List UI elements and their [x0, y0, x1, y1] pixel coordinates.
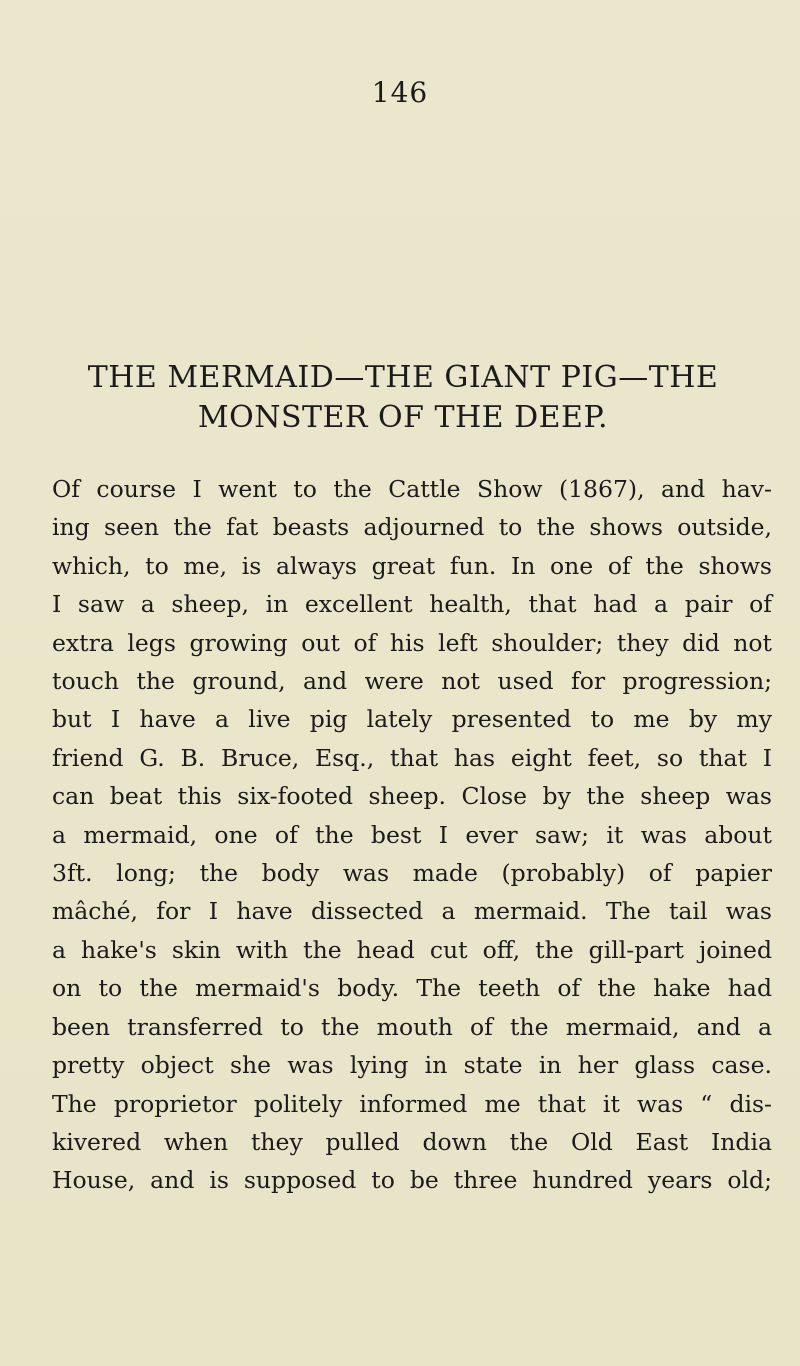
body-line: on to the mermaid's body. The teeth of the hake had	[52, 974, 772, 1003]
body-line: kivered when they pulled down the Old East India	[52, 1127, 772, 1156]
body-line: ing seen the fat beasts adjourned to the shows outside,	[52, 513, 772, 542]
body-line: but I have a live pig lately presented to me by my	[52, 705, 772, 734]
body-line: I saw a sheep, in excellent health, that had a pair of	[52, 590, 772, 619]
body-line: The proprietor politely informed me that it was “ dis-	[52, 1089, 772, 1118]
body-line: extra legs growing out of his left shoulder; they did not	[52, 628, 772, 657]
body-line: Of course I went to the Cattle Show (1867), and hav-	[52, 475, 772, 503]
page-number: 146	[371, 76, 429, 109]
body-line: friend G. B. Bruce, Esq., that has eight feet, so that I	[52, 743, 772, 772]
chapter-title-line-1: THE MERMAID—THE GIANT PIG—THE	[87, 360, 719, 395]
body-line: mâché, for I have dissected a mermaid. The tail was	[52, 897, 772, 926]
body-line: been transferred to the mouth of the mermaid, and a	[52, 1012, 772, 1041]
body-line: can beat this six-footed sheep. Close by the sheep was	[52, 782, 772, 811]
body-line: a mermaid, one of the best I ever saw; it was about	[52, 820, 772, 849]
body-line: touch the ground, and were not used for progression;	[52, 667, 772, 696]
chapter-title-line-2: MONSTER OF THE DEEP.	[197, 400, 609, 435]
body-line: pretty object she was lying in state in her glass case.	[52, 1051, 772, 1080]
body-line: which, to me, is always great fun. In one of the shows	[52, 551, 772, 580]
body-paragraph	[52, 470, 772, 1200]
body-line: 3ft. long; the body was made (probably) of papier	[52, 859, 772, 888]
body-line: House, and is supposed to be three hundred years old;	[52, 1166, 772, 1195]
body-line: a hake's skin with the head cut off, the gill-part joined	[52, 935, 772, 964]
chapter-title	[44, 358, 762, 438]
